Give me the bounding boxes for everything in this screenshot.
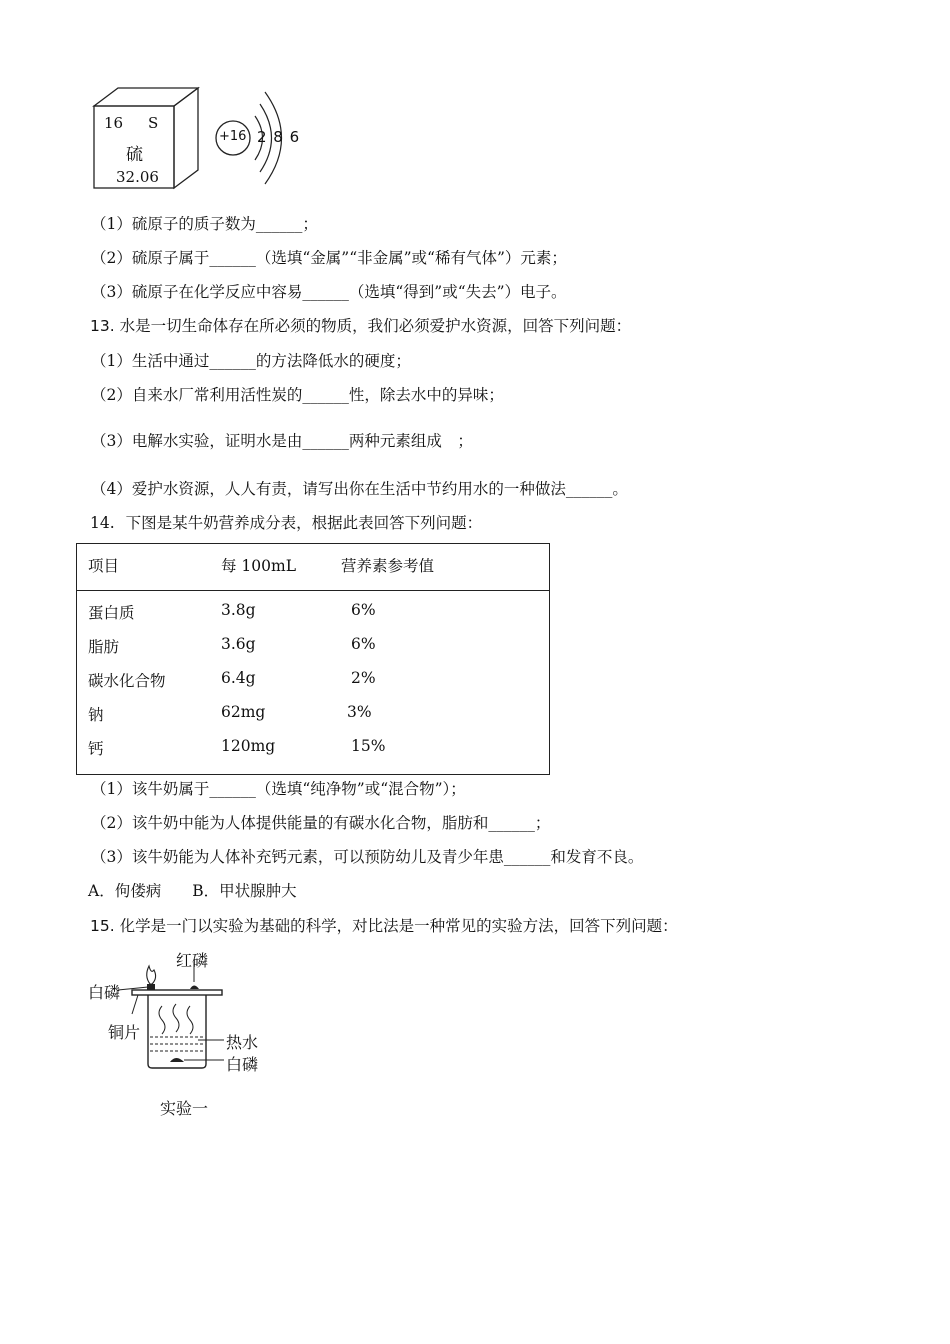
table-header-divider bbox=[77, 590, 549, 591]
q14-number: 14. bbox=[90, 514, 115, 532]
table-row-name: 蛋白质 bbox=[88, 604, 135, 622]
nucleus-charge: +16 bbox=[219, 129, 247, 144]
nutrition-table bbox=[76, 543, 550, 775]
q14-sub3: （3）该牛奶能为人体补充钙元素，可以预防幼儿及青少年患______和发育不良。 bbox=[91, 848, 644, 866]
sulfur-element-figure bbox=[90, 84, 305, 192]
table-row-nrv: 15% bbox=[351, 737, 386, 755]
table-row-amount: 120mg bbox=[221, 737, 276, 755]
label-white-phosphorus-bottom: 白磷 bbox=[226, 1055, 259, 1074]
table-row-nrv: 2% bbox=[351, 669, 376, 687]
label-red-phosphorus: 红磷 bbox=[176, 951, 209, 970]
experiment-one-figure bbox=[88, 948, 278, 1123]
q15-number: 15. bbox=[90, 917, 115, 935]
q12-sub1: （1）硫原子的质子数为______； bbox=[91, 215, 318, 233]
q15-stem: 化学是一门以实验为基础的科学，对比法是一种常见的实验方法，回答下列问题： bbox=[119, 917, 678, 935]
table-row-nrv: 6% bbox=[351, 635, 376, 653]
label-copper-plate: 铜片 bbox=[108, 1023, 141, 1042]
q13-sub2: （2）自来水厂常利用活性炭的______性，除去水中的异味； bbox=[91, 386, 504, 404]
table-row-name: 脂肪 bbox=[88, 638, 120, 656]
electron-shells: 2 8 6 bbox=[257, 128, 301, 146]
table-row-nrv: 3% bbox=[347, 703, 372, 721]
table-row-amount: 62mg bbox=[221, 703, 266, 721]
q14-options: A．佝偻病 B．甲状腺肿大 bbox=[88, 882, 297, 900]
element-name: 硫 bbox=[126, 145, 143, 165]
table-row-amount: 3.8g bbox=[221, 601, 256, 619]
q14-title bbox=[90, 513, 482, 533]
q13-sub1: （1）生活中通过______的方法降低水的硬度； bbox=[91, 352, 411, 370]
q12-sub2: （2）硫原子属于______（选填“金属”“非金属”或“稀有气体”）元素； bbox=[91, 249, 567, 267]
q12-sub3: （3）硫原子在化学反应中容易______（选填“得到”或“失去”）电子。 bbox=[91, 283, 567, 301]
element-symbol: S bbox=[148, 114, 159, 132]
q14-sub1: （1）该牛奶属于______（选填“纯净物”或“混合物”）； bbox=[91, 780, 466, 798]
table-row-amount: 6.4g bbox=[221, 669, 256, 687]
table-header-item: 项目 bbox=[88, 557, 120, 575]
table-row-name: 碳水化合物 bbox=[88, 672, 166, 690]
q13-stem: 水是一切生命体存在所必须的物质，我们必须爱护水资源，回答下列问题： bbox=[119, 317, 632, 335]
table-row-nrv: 6% bbox=[351, 601, 376, 619]
figure-caption: 实验一 bbox=[160, 1099, 209, 1118]
q13-number: 13. bbox=[90, 317, 115, 335]
q13-title bbox=[90, 316, 631, 336]
q13-sub3: （3）电解水实验，证明水是由______两种元素组成 ； bbox=[91, 432, 473, 450]
atomic-mass: 32.06 bbox=[116, 168, 159, 186]
q14-sub2: （2）该牛奶中能为人体提供能量的有碳水化合物，脂肪和______； bbox=[91, 814, 551, 832]
table-row-amount: 3.6g bbox=[221, 635, 256, 653]
label-hot-water: 热水 bbox=[226, 1033, 259, 1052]
table-row-name: 钠 bbox=[88, 706, 104, 724]
q15-title bbox=[90, 916, 678, 936]
q14-stem: 下图是某牛奶营养成分表，根据此表回答下列问题： bbox=[125, 514, 483, 532]
q13-sub4: （4）爱护水资源，人人有责，请写出你在生活中节约用水的一种做法______。 bbox=[91, 480, 628, 498]
label-white-phosphorus-top: 白磷 bbox=[88, 983, 121, 1002]
table-header-nrv: 营养素参考值 bbox=[341, 557, 435, 575]
atomic-number: 16 bbox=[104, 114, 124, 132]
table-row-name: 钙 bbox=[88, 740, 104, 758]
table-header-per100ml: 每 100mL bbox=[221, 557, 297, 575]
